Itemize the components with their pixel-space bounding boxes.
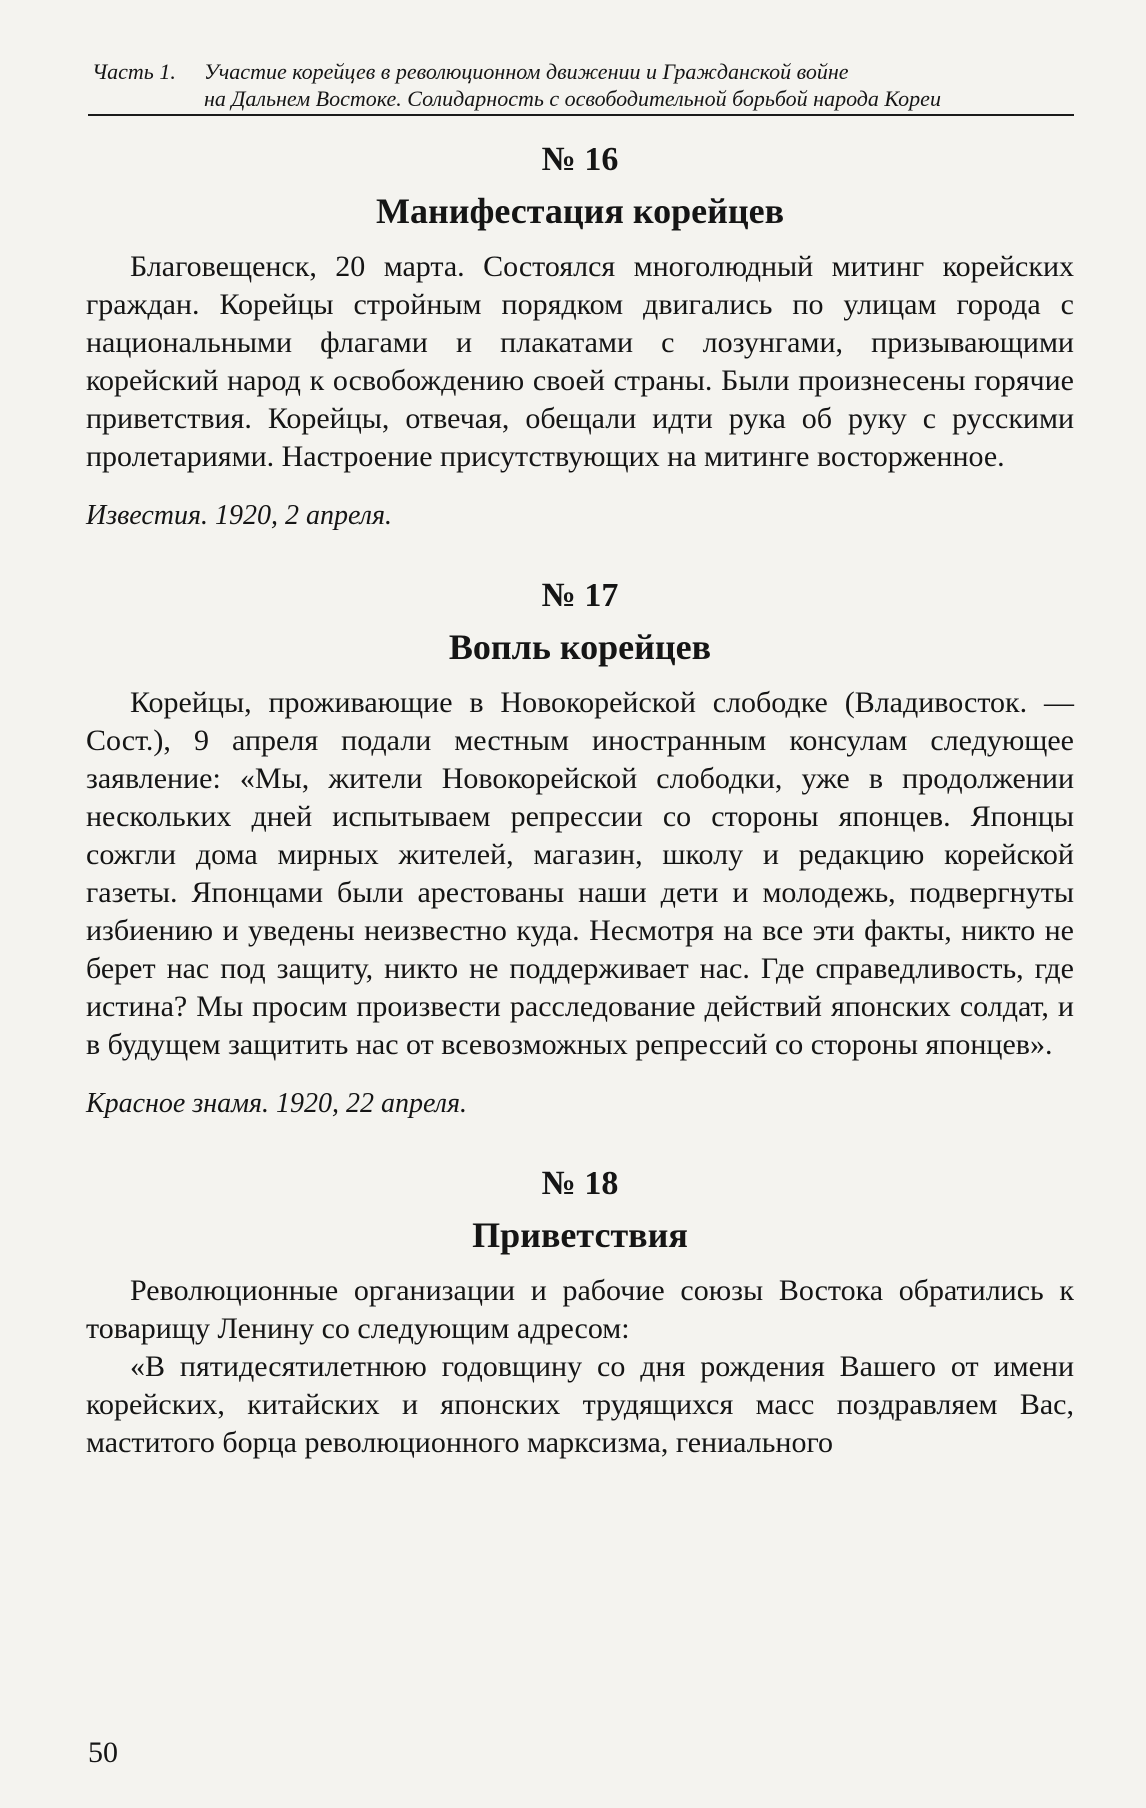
document-paragraph: Корейцы, проживающие в Новокорейской слободке (Владивосток. — Сост.), 9 апреля подали местным иностранным консулам следующее заявление: «Мы, жители Новокорейской слободки, уже в продолжении нескольких дней испытываем репрессии со стороны японцев. Японцы сожгли дома мирных жителей, магазин, школу и редакцию корейской газеты. Японцами были арестованы наши дети и молодежь, подвергнуты избиению и уведены неизвестно куда. Несмотря на все эти факты, никто не берет нас под защиту, никто не поддерживает нас. Где справедливость, где истина? Мы просим произвести расследование действий японских солдат, и в будущем защитить нас от всевозможных репрессий со стороны японцев». — [86, 686, 1074, 1061]
page-body — [86, 140, 1074, 1462]
document-number: № 17 — [541, 577, 619, 614]
page-number: 50 — [88, 1736, 118, 1769]
header-rule — [88, 114, 1074, 116]
document-number: № 18 — [541, 1165, 619, 1202]
document-source: Известия. 1920, 2 апреля. — [86, 500, 392, 531]
document-title: Вопль корейцев — [448, 627, 712, 667]
document-number: № 16 — [541, 141, 619, 178]
document-paragraph: Революционные организации и рабочие союзы Востока обратились к товарищу Ленину со следующим адресом: — [86, 1274, 1074, 1345]
running-head — [92, 58, 1076, 112]
document-paragraph: «В пятидесятилетнюю годовщину со дня рождения Вашего от имени корейских, китайских и японских трудящихся масс поздравляем Вас, маститого борца революционного марксизма, гениального — [86, 1350, 1074, 1459]
document-18 — [86, 1164, 1074, 1462]
document-17 — [86, 576, 1074, 1122]
document-16 — [86, 140, 1074, 534]
running-head-line1: Участие корейцев в революционном движении и Гражданской войне — [204, 59, 849, 84]
document-source: Красное знамя. 1920, 22 апреля. — [86, 1088, 467, 1119]
document-title: Манифестация корейцев — [375, 191, 785, 231]
running-head-part: Часть 1. — [92, 59, 176, 84]
document-title: Приветствия — [472, 1215, 688, 1255]
running-head-line2: на Дальнем Востоке. Солидарность с освободительной борьбой народа Кореи — [204, 86, 941, 111]
document-paragraph: Благовещенск, 20 марта. Состоялся многолюдный митинг корейских граждан. Корейцы стройным порядком двигались по улицам города с национальными флагами и плакатами с лозунгами, призывающими корейский народ к освобождению своей страны. Были произнесены горячие приветствия. Корейцы, отвечая, обещали идти рука об руку с русскими пролетариями. Настроение присутствующих на митинге восторженное. — [86, 250, 1074, 473]
